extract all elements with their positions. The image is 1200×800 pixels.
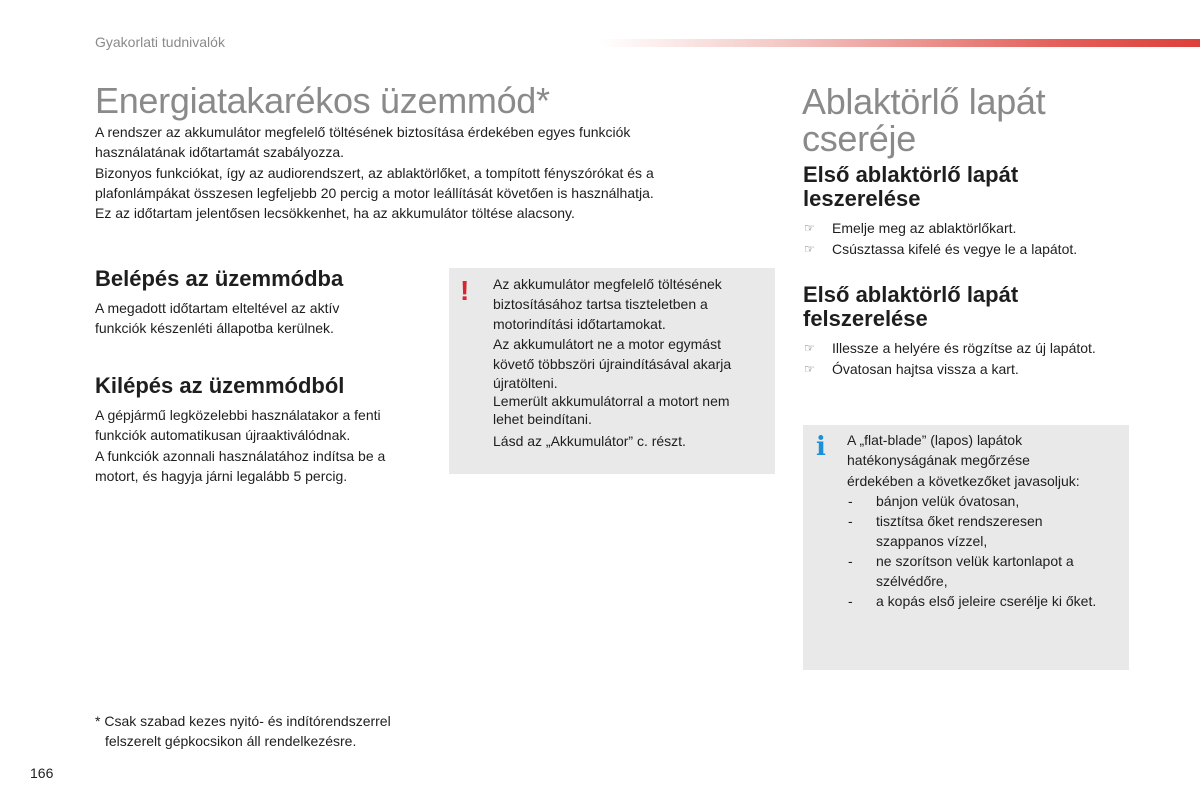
warning-line: biztosításához tartsa tiszteletben a [493, 296, 708, 312]
warning-line: Lásd az „Akkumulátor” c. részt. [493, 433, 686, 449]
warning-line: motorindítási időtartamokat. [493, 316, 666, 332]
info-icon: i [816, 432, 826, 462]
info-line: A „flat-blade” (lapos) lapátok [847, 432, 1023, 448]
remove-heading-line: leszerelése [803, 186, 921, 211]
footnote-line: * Csak szabad kezes nyitó- és indítórendszerrel [95, 713, 391, 729]
enter-mode-heading: Belépés az üzemmódba [95, 266, 344, 291]
warning-line: követő többszöri újraindításával akarja [493, 356, 732, 372]
list-item: - bánjon velük óvatosan, [848, 492, 1020, 509]
list-item: - tisztítsa őket rendszeresen szappanos vízzel, [848, 512, 1043, 549]
warning-box [449, 268, 775, 474]
list-item: - ne szorítson velük kartonlapot a szélvédőre, [848, 552, 1074, 589]
info-list [847, 491, 1127, 611]
info-line: hatékonyságának megőrzése [847, 452, 1030, 469]
pointing-hand-icon: ☞ [804, 241, 815, 256]
pointing-hand-icon: ☞ [804, 221, 815, 235]
intro-line: Ez az időtartam jelentősen lecsökkenhet, ha az akkumulátor töltése alacsony. [95, 205, 575, 222]
list-item: ☞ Emelje meg az ablaktörlőkart. [804, 218, 1174, 239]
install-steps [804, 338, 1174, 379]
remove-heading-line: Első ablaktörlő lapát [803, 162, 1019, 187]
warning-line: újratölteni. [493, 375, 558, 391]
intro-line: Bizonyos funkciókat, így az audiorendszert, az ablaktörlőket, a tompított fényszórókat és a [95, 164, 654, 181]
exit-line: A gépjármű legközelebbi használatakor a fenti [95, 407, 381, 423]
warning-line: Az akkumulátort ne a motor egymást [493, 336, 721, 352]
page-title: Energiatakarékos üzemmód* [95, 80, 550, 121]
intro-line: használatának időtartamát szabályozza. [95, 144, 345, 161]
info-line: érdekében a következőket javasoljuk: [847, 472, 1080, 489]
exclamation-icon: ! [460, 275, 470, 306]
page-number: 166 [30, 765, 54, 781]
exit-line: motort, és hagyja járni legalább 5 percig. [95, 467, 348, 484]
remove-steps [804, 218, 1174, 259]
footnote [95, 711, 455, 752]
info-box [803, 425, 1129, 670]
install-heading-line: felszerelése [803, 306, 928, 331]
enter-line: funkciók készenléti állapotba kerülnek. [95, 320, 334, 337]
intro-line: plafonlámpákat összesen legfeljebb 20 percig a motor leállítását követően is használhatja. [95, 184, 654, 201]
list-item: ☞ Illessze a helyére és rögzítse az új lapátot. [804, 338, 1174, 359]
exit-mode-text [95, 405, 435, 486]
remove-heading [803, 163, 1018, 211]
pointing-hand-icon: ☞ [804, 341, 815, 355]
header-accent-bar [600, 39, 1200, 47]
warning-line: Az akkumulátor megfelelő töltésének [493, 276, 722, 292]
info-text [847, 430, 1127, 611]
install-heading-line: Első ablaktörlő lapát [803, 282, 1019, 307]
pointing-hand-icon: ☞ [804, 361, 815, 376]
exit-line: funkciók automatikusan újraaktiválódnak. [95, 427, 351, 444]
enter-line: A megadott időtartam elteltével az aktív [95, 300, 340, 316]
intro-paragraph [95, 122, 755, 223]
wiper-title-line: Ablaktörlő lapát [802, 81, 1046, 122]
list-item: ☞ Óvatosan hajtsa vissza a kart. [804, 359, 1174, 380]
section-header: Gyakorlati tudnivalók [95, 34, 225, 50]
wiper-title-line: cseréje [802, 118, 916, 159]
warning-text [493, 274, 768, 451]
install-heading [803, 283, 1018, 331]
wiper-title [802, 83, 1045, 157]
warning-line: Lemerült akkumulátorral a motort nem [493, 393, 730, 409]
warning-line: lehet beindítani. [493, 411, 592, 427]
enter-mode-text [95, 298, 425, 339]
exit-line: A funkciók azonnali használatához indítsa be a [95, 447, 386, 464]
list-item: ☞ Csúsztassa kifelé és vegye le a lapátot. [804, 239, 1174, 260]
list-item: - a kopás első jeleire cserélje ki őket. [848, 592, 1097, 609]
footnote-line: felszerelt gépkocsikon áll rendelkezésre. [105, 733, 357, 750]
intro-line: A rendszer az akkumulátor megfelelő töltésének biztosítása érdekében egyes funkciók [95, 124, 631, 140]
exit-mode-heading: Kilépés az üzemmódból [95, 373, 345, 398]
